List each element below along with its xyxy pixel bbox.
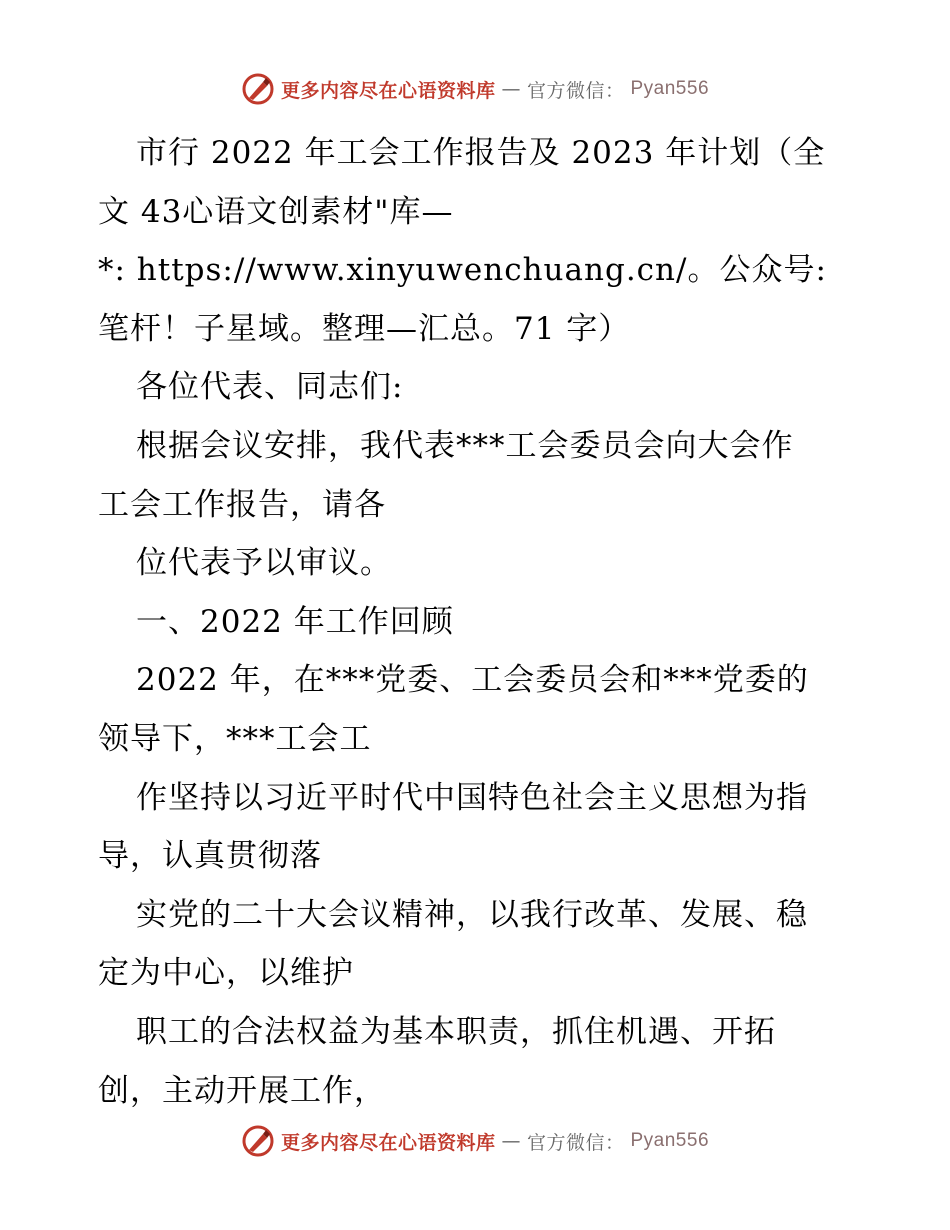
doc-paragraph-line: 创，主动开展工作， — [98, 1072, 386, 1109]
doc-paragraph-line: 领导下，***工会工 — [98, 720, 372, 757]
watermark-header — [0, 72, 950, 106]
doc-paragraph-line: 2022 年，在***党委、工会委员会和***党委的 — [136, 662, 809, 699]
doc-title-line-1: 市行 2022 年工会工作报告及 2023 年计划（全 — [136, 135, 826, 171]
watermark-official-text: 官方微信： — [526, 79, 625, 102]
watermark-dash: — — [501, 1130, 521, 1152]
watermark-site-text: 更多内容尽在心语资料库 — [280, 1131, 496, 1154]
doc-paragraph-line: 工会工作报告，请各 — [98, 486, 386, 523]
pen-logo-icon — [241, 72, 275, 106]
watermark-official-text: 官方微信： — [526, 1131, 625, 1154]
doc-paragraph-line: 位代表予以审议。 — [136, 545, 392, 582]
doc-title-line-3: *: https://www.xinyuwenchuang.cn/。公众号: — [98, 252, 827, 289]
doc-section-heading: 一、2022 年工作回顾 — [136, 603, 454, 640]
pen-logo-icon — [241, 1124, 275, 1158]
watermark-site-text: 更多内容尽在心语资料库 — [280, 79, 496, 102]
doc-paragraph-line: 实党的二十大会议精神，以我行改革、发展、稳 — [136, 896, 808, 933]
doc-title-line-4: 笔杆！子星域。整理—汇总。71 字） — [98, 310, 631, 347]
watermark-account: Pyan556 — [630, 1130, 710, 1151]
doc-paragraph-line: 导，认真贯彻落 — [98, 838, 322, 875]
doc-paragraph-line: 定为中心，以维护 — [98, 955, 354, 992]
watermark-footer — [0, 1124, 950, 1158]
watermark-dash: — — [501, 78, 521, 100]
doc-paragraph-line: 根据会议安排，我代表***工会委员会向大会作 — [136, 427, 794, 464]
watermark-account: Pyan556 — [630, 78, 710, 99]
doc-paragraph-line: 作坚持以习近平时代中国特色社会主义思想为指 — [136, 779, 808, 816]
doc-greeting: 各位代表、同志们: — [136, 369, 404, 406]
doc-title-line-2: 文 43心语文创素材"库— — [98, 193, 454, 230]
doc-paragraph-line: 职工的合法权益为基本职责，抓住机遇、开拓 — [136, 1013, 776, 1050]
document-body — [98, 124, 868, 1120]
